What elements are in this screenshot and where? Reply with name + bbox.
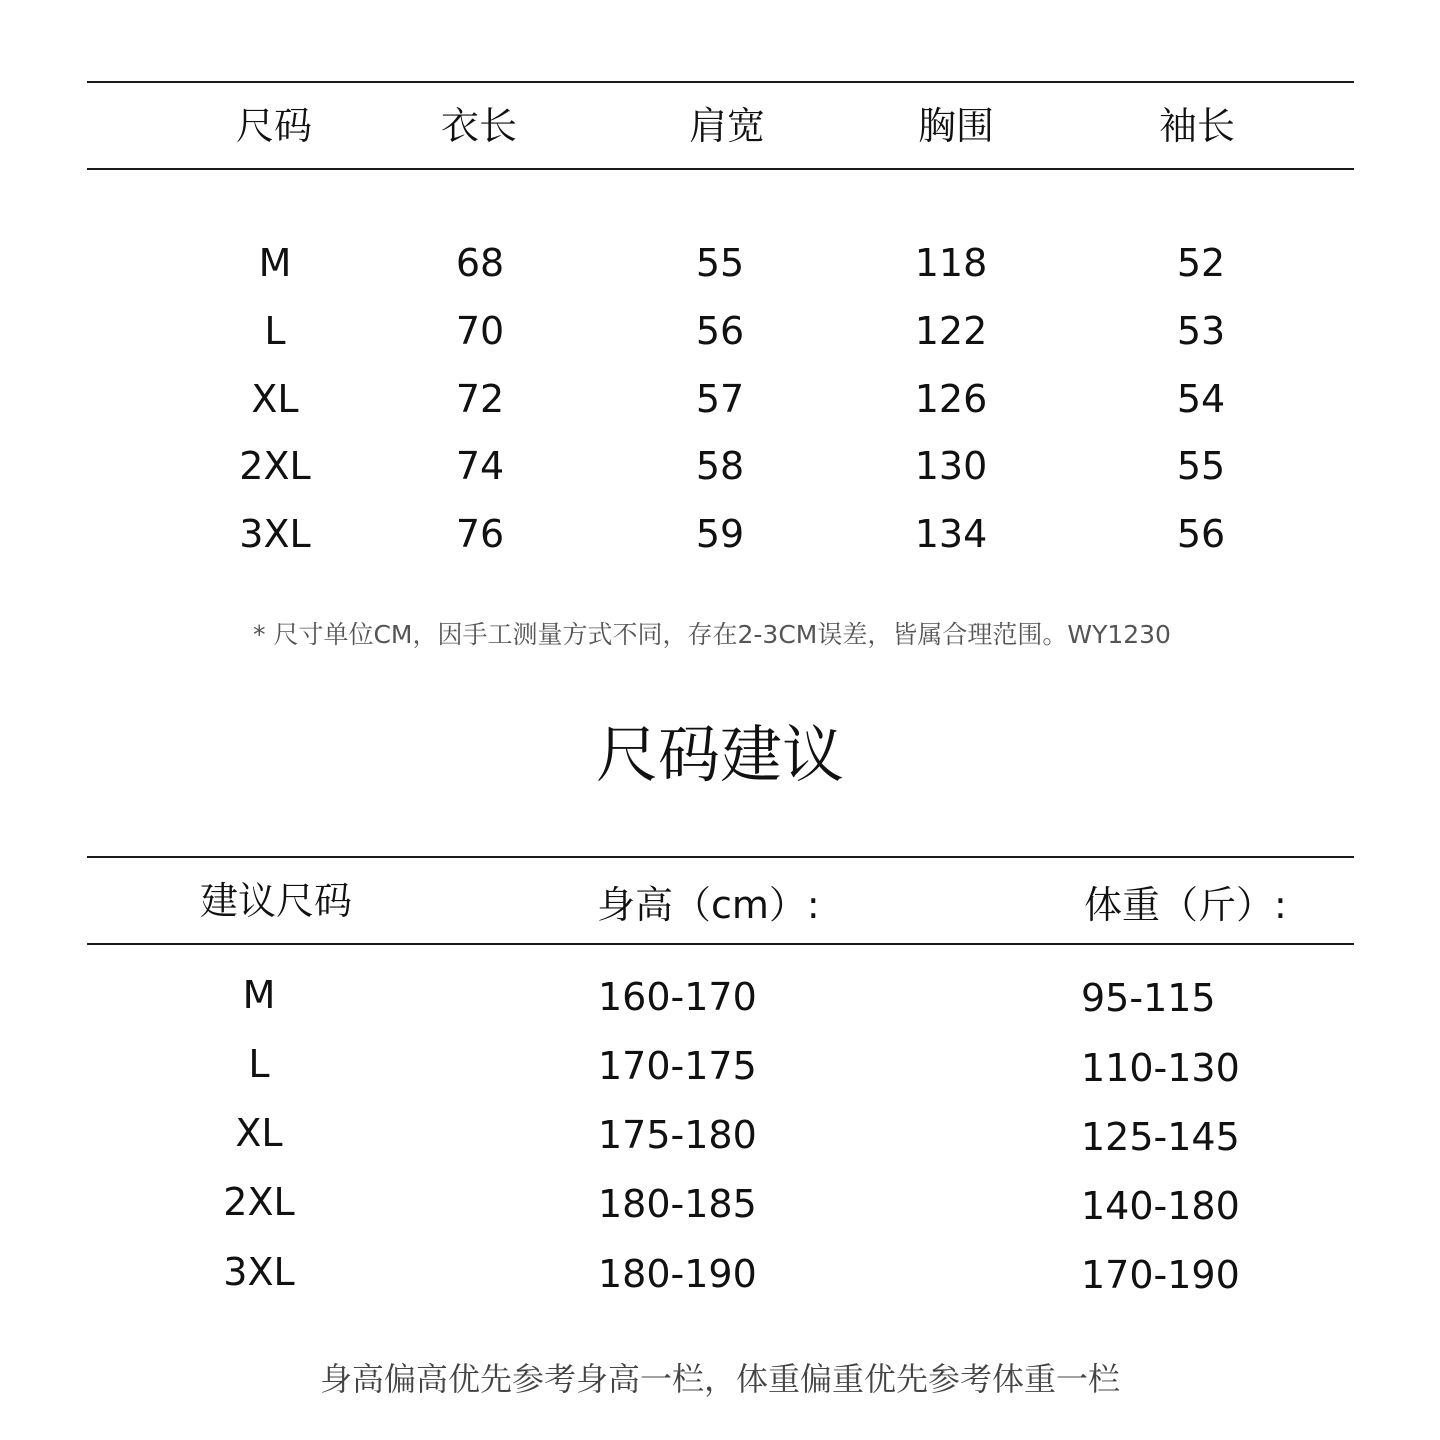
rec-size-cell: L	[248, 1042, 270, 1086]
recommendation-top-rule	[87, 856, 1354, 858]
size-cell: 2XL	[239, 444, 311, 488]
size-table-header-rule	[87, 168, 1354, 170]
rec-size-cell: XL	[235, 1111, 283, 1155]
shoulder-cell: 57	[695, 377, 745, 421]
rec-height-cell: 170-175	[598, 1044, 757, 1088]
rec-weight-cell: 110-130	[1081, 1046, 1240, 1090]
size-table-top-rule	[87, 81, 1354, 83]
rec-size-cell: 3XL	[223, 1250, 295, 1294]
chest-cell: 118	[914, 241, 988, 285]
size-cell: 3XL	[239, 512, 311, 556]
sleeve-cell: 54	[1176, 377, 1226, 421]
size-header-size: 尺码	[235, 104, 313, 148]
size-cell: XL	[251, 377, 299, 421]
length-cell: 76	[455, 512, 505, 556]
rec-size-cell: M	[242, 973, 276, 1017]
chest-cell: 130	[914, 444, 988, 488]
length-cell: 74	[455, 444, 505, 488]
chest-cell: 126	[914, 377, 988, 421]
rec-size-cell: 2XL	[223, 1180, 295, 1224]
rec-height-cell: 160-170	[598, 975, 757, 1019]
shoulder-cell: 55	[695, 241, 745, 285]
shoulder-cell: 58	[695, 444, 745, 488]
size-cell: M	[258, 241, 292, 285]
sleeve-cell: 52	[1176, 241, 1226, 285]
footer-note: 身高偏高优先参考身高一栏，体重偏重优先参考体重一栏	[319, 1360, 1120, 1398]
rec-weight-cell: 170-190	[1081, 1253, 1240, 1297]
length-cell: 72	[455, 377, 505, 421]
sleeve-cell: 56	[1176, 512, 1226, 556]
recommendation-header-rule	[87, 943, 1354, 945]
size-header-length: 衣长	[440, 104, 518, 148]
recommendation-title: 尺码建议	[595, 718, 844, 791]
rec-height-cell: 175-180	[598, 1113, 757, 1157]
shoulder-cell: 59	[695, 512, 745, 556]
sleeve-cell: 55	[1176, 444, 1226, 488]
sleeve-cell: 53	[1176, 309, 1226, 353]
measurement-note: * 尺寸单位CM，因手工测量方式不同，存在2-3CM误差，皆属合理范围。WY1230	[253, 620, 1171, 649]
rec-header-height: 身高（cm）:	[597, 883, 820, 927]
rec-weight-cell: 140-180	[1081, 1184, 1240, 1228]
size-header-sleeve: 袖长	[1158, 104, 1236, 148]
chest-cell: 134	[914, 512, 988, 556]
size-header-chest: 胸围	[917, 104, 995, 148]
rec-height-cell: 180-185	[598, 1182, 757, 1226]
size-header-shoulder: 肩宽	[688, 104, 766, 148]
rec-weight-cell: 125-145	[1081, 1115, 1240, 1159]
rec-header-size: 建议尺码	[200, 879, 353, 923]
chest-cell: 122	[914, 309, 988, 353]
length-cell: 68	[455, 241, 505, 285]
rec-weight-cell: 95-115	[1081, 976, 1216, 1020]
length-cell: 70	[455, 309, 505, 353]
size-cell: L	[264, 309, 286, 353]
shoulder-cell: 56	[695, 309, 745, 353]
rec-header-weight: 体重（斤）:	[1084, 883, 1287, 927]
rec-height-cell: 180-190	[598, 1252, 757, 1296]
